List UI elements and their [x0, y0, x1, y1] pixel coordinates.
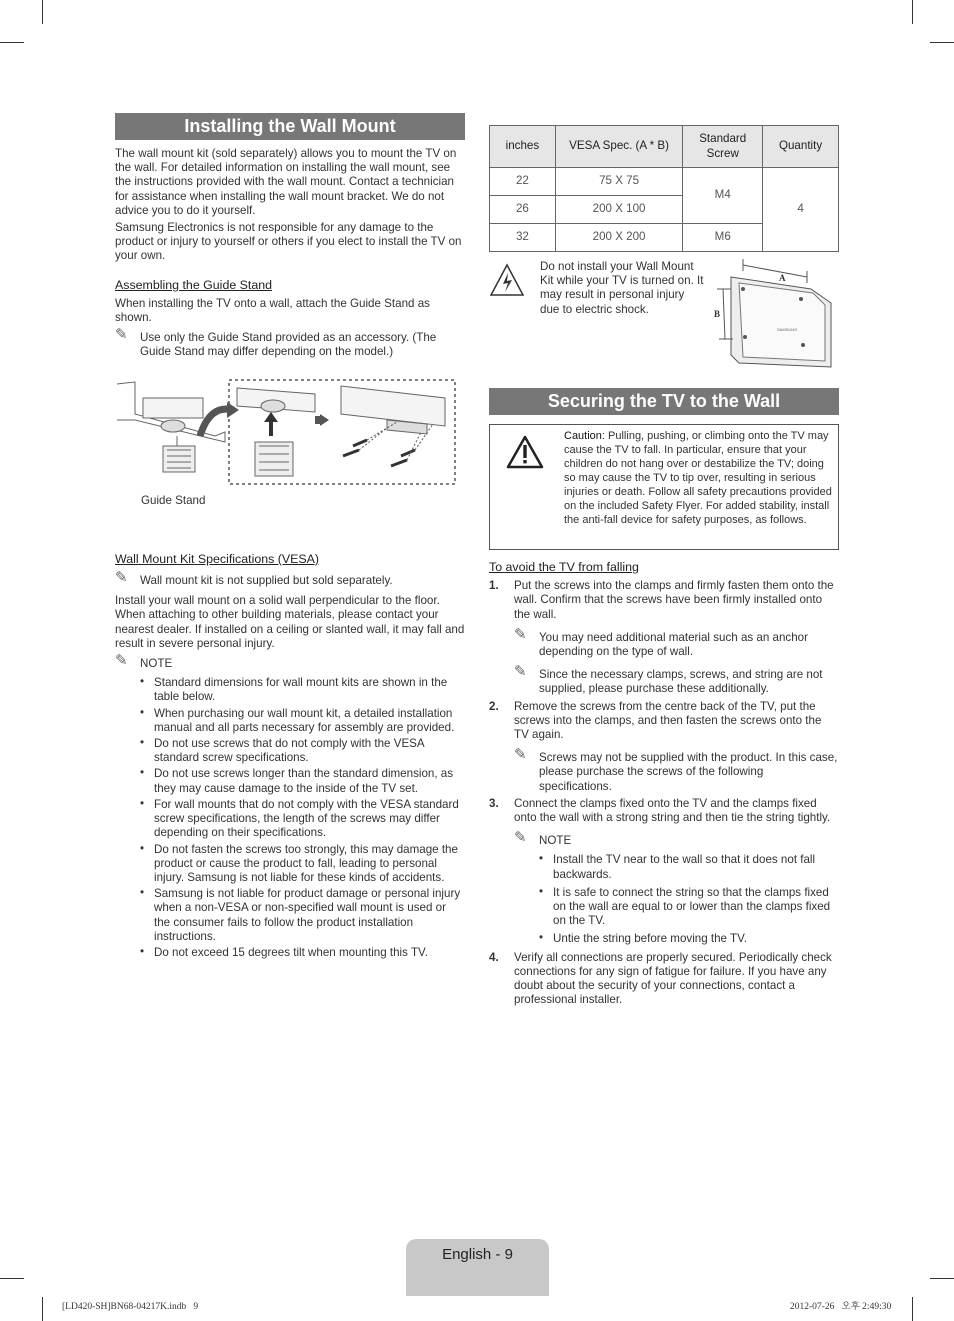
pencil-note-icon: ✎ [514, 829, 527, 847]
table-header-cell: VESA Spec. (A * B) [555, 126, 682, 168]
step-2 [489, 700, 839, 794]
page-number-tab [406, 1239, 549, 1296]
page-number-label: English - 9 [442, 1246, 513, 1263]
step-number: 3. [489, 796, 499, 810]
step-1 [489, 579, 839, 696]
step-3-note [514, 829, 839, 848]
table-cell: M6 [683, 224, 763, 252]
list-item: • When purchasing our wall mount kit, a detailed installation manual and all parts necessary for assembly are provided. [140, 707, 465, 735]
step-text: Remove the screws from the centre back of the TV, put the screws into the clamps, and then fasten the screws onto the TV again. [514, 699, 822, 742]
list-item: • Samsung is not liable for product damage or personal injury when a non-VESA or non-specified wall mount is used or the consumer fails to follow the product installation instructions. [140, 887, 465, 944]
table-header-cell: inches [490, 126, 556, 168]
file-name: [LD420-SH]BN68-04217K.indb 9 [62, 1302, 199, 1312]
list-item: • Standard dimensions for wall mount kits are shown in the table below. [140, 676, 465, 704]
table-header-row [490, 126, 839, 168]
table-header-cell: Standard Screw [683, 126, 763, 168]
table-cell: 26 [490, 196, 556, 224]
list-item: • Do not exceed 15 degrees tilt when mounting this TV. [140, 946, 465, 960]
pencil-note-icon: ✎ [514, 746, 527, 764]
step-text: Connect the clamps fixed onto the TV and the clamps fixed onto the wall with a strong string and then tie the string tightly. [514, 796, 831, 825]
list-item: • Do not fasten the screws too strongly, this may damage the product or cause the product to fall, leading to personal injury. Samsung is not liable for these kinds of accidents. [140, 843, 465, 886]
step-1-note-1 [514, 625, 839, 659]
tv-back-vesa-diagram [713, 259, 839, 379]
step-text: Put the screws into the clamps and firmly fasten them onto the wall. Confirm that the screws have been firmly installed onto the wall. [514, 579, 834, 621]
list-item: • Install the TV near to the wall so that it does not fall backwards. [539, 853, 839, 881]
table-cell: 22 [490, 168, 556, 196]
caution-body: : Pulling, pushing, or climbing onto the TV may cause the TV to fall. In particular, ensure that your children do not hang over or destabilize the TV; doing so may cause the TV to tip over, resulting in serious injuries or death. Follow all safety precautions provided on the included Safety Flyer. For added stability, install the anti-fall device for safety purposes, as follows. [564, 430, 832, 526]
note-heading [115, 652, 465, 671]
list-item: • It is safe to connect the string so that the clamps fixed on the wall are equal to or lower than the clamps fixed on the TV. [539, 886, 839, 929]
pencil-note-icon: ✎ [115, 326, 128, 344]
note-text: Since the necessary clamps, screws, and string are not supplied, please purchase these additionally. [539, 668, 823, 696]
table-cell: 200 X 200 [555, 224, 682, 252]
left-column [115, 113, 465, 962]
step-3 [489, 797, 839, 947]
step-number: 1. [489, 579, 499, 593]
step-3-bullet-list [514, 853, 839, 946]
list-item: • Do not use screws that do not comply with the VESA standard screw specifications. [140, 737, 465, 765]
vesa-heading: Wall Mount Kit Specifications (VESA) [115, 551, 320, 566]
list-item: • Untie the string before moving the TV. [539, 932, 839, 946]
electric-warning-block [489, 259, 839, 387]
print-date: 2012-07-26 오후 2:49:30 [790, 1302, 892, 1312]
caution-text [564, 429, 834, 527]
crop-mark [42, 1297, 43, 1321]
step-2-note [514, 746, 839, 794]
section-title-securing: Securing the TV to the Wall [489, 388, 839, 415]
step-number: 2. [489, 699, 499, 713]
crop-mark [0, 1278, 24, 1279]
list-item: • Do not use screws longer than the standard dimension, as they may cause damage to the inside of the TV set. [140, 767, 465, 795]
guide-stand-note-text: Use only the Guide Stand provided as an accessory. (The Guide Stand may differ depending on the model.) [140, 331, 437, 359]
svg-text:SAMSUNG: SAMSUNG [777, 327, 798, 332]
falling-steps-list [489, 579, 839, 1007]
note-label: NOTE [539, 834, 572, 848]
step-text: Verify all connections are properly secured. Periodically check connections for any sign of fatigue for failure. If you have any doubt about the security of your connections, contact a professional installer. [514, 950, 832, 1007]
pencil-note-icon: ✎ [514, 625, 527, 643]
list-item: • For wall mounts that do not comply with the VESA standard screw specifications, the length of the screws may differ depending on their specifications. [140, 798, 465, 841]
guide-stand-text: When installing the TV onto a wall, attach the Guide Stand as shown. [115, 296, 430, 325]
step-4 [489, 951, 839, 1008]
crop-mark [42, 0, 43, 24]
pencil-note-icon: ✎ [115, 652, 128, 670]
step-number: 4. [489, 950, 499, 964]
disclaimer-paragraph: Samsung Electronics is not responsible for any damage to the product or injury to yourself or others if you elect to install the TV on your own. [115, 221, 462, 263]
table-header-cell: Quantity [763, 126, 839, 168]
vesa-note-text: Wall mount kit is not supplied but sold separately. [140, 574, 393, 588]
avoid-falling-heading: To avoid the TV from falling [489, 560, 639, 574]
guide-stand-caption: Guide Stand [141, 493, 206, 507]
pencil-note-icon: ✎ [115, 569, 128, 587]
electric-warning-text: Do not install your Wall Mount Kit while your TV is turned on. It may result in personal injury due to electric shock. [540, 260, 704, 316]
note-text: You may need additional material such as an anchor depending on the type of wall. [539, 630, 808, 659]
caution-warning-icon [506, 435, 544, 469]
vesa-note [115, 569, 465, 588]
table-row [490, 168, 839, 196]
electric-shock-warning-icon [489, 263, 525, 297]
right-column [489, 125, 839, 1010]
intro-paragraph: The wall mount kit (sold separately) allows you to mount the TV on the wall. For detailed information on installing the wall mount, see the instructions provided with the wall mount. Contact a technician for assistance when installing the wall mount bracket. We do not advice you to do it yourself. [115, 147, 457, 217]
section-title-wall-mount: Installing the Wall Mount [115, 113, 465, 140]
vesa-bullet-list [115, 676, 465, 960]
caution-label: Caution [564, 430, 602, 442]
caution-box [489, 424, 839, 550]
pencil-note-icon: ✎ [514, 663, 527, 681]
guide-stand-note [115, 326, 465, 359]
crop-mark [930, 42, 954, 43]
table-cell: 75 X 75 [555, 168, 682, 196]
vesa-text: Install your wall mount on a solid wall perpendicular to the floor. When attaching to other building materials, please contact your nearest dealer. If installed on a ceiling or slanted wall, it may fall and result in severe personal injury. [115, 594, 465, 650]
note-label: NOTE [140, 657, 173, 671]
note-text: Screws may not be supplied with the product. In this case, please purchase the screws of the following specifications. [539, 751, 838, 793]
table-cell: 4 [763, 168, 839, 252]
dimension-label-a: A [779, 273, 786, 283]
guide-stand-heading: Assembling the Guide Stand [115, 277, 273, 292]
table-cell: 32 [490, 224, 556, 252]
vesa-spec-table [489, 125, 839, 252]
step-1-note-2 [514, 663, 839, 696]
crop-mark [0, 42, 24, 43]
table-cell: 200 X 100 [555, 196, 682, 224]
crop-mark [912, 1297, 913, 1321]
crop-mark [930, 1278, 954, 1279]
guide-stand-illustration [115, 376, 460, 488]
crop-mark [912, 0, 913, 24]
table-cell: M4 [683, 168, 763, 224]
dimension-label-b: B [714, 309, 721, 319]
